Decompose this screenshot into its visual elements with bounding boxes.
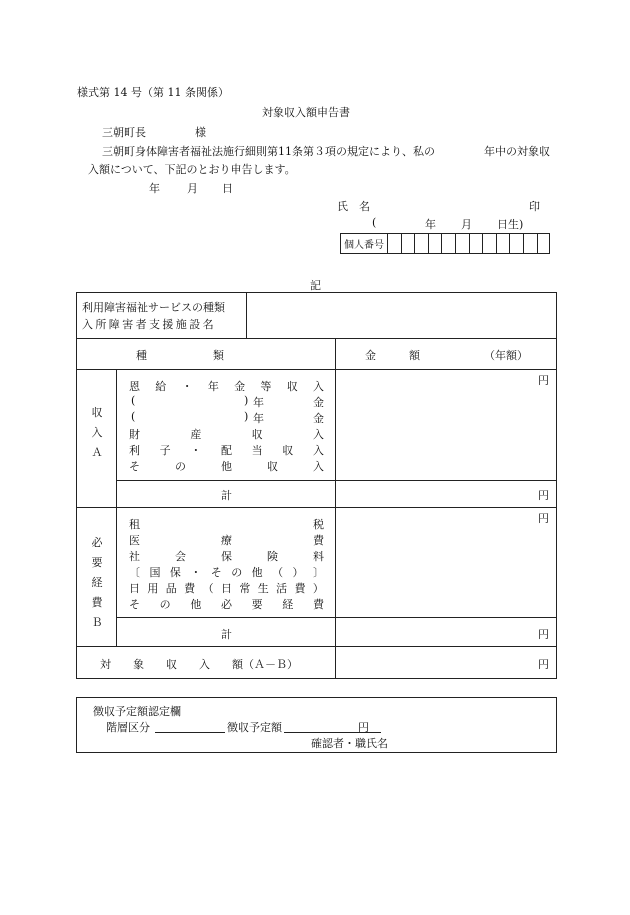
birth-day: 日生) (497, 218, 524, 231)
amount-header: 金 額 (365, 349, 420, 362)
expense-item-insurance: 社 会 保 険 料 (129, 550, 324, 563)
confirmer-label: 確認者・職氏名 (311, 737, 388, 750)
income-item-property: 財 産 収 入 (129, 428, 324, 441)
expense-subtotal-input[interactable] (340, 621, 530, 643)
digit-box[interactable] (429, 234, 443, 253)
tier-input[interactable] (155, 719, 225, 733)
income-item-other-pension-1[interactable]: ( ) 年 金 (131, 394, 324, 409)
expense-yen: 円 (538, 512, 549, 525)
digit-box[interactable] (538, 234, 549, 253)
expense-amount-input[interactable] (340, 510, 530, 614)
date-year: 年 (149, 182, 160, 195)
expense-subtotal-yen: 円 (538, 628, 549, 641)
income-item-pension: 恩 給 ・ 年 金 等 収 入 (129, 380, 324, 393)
income-amount-input[interactable] (340, 372, 530, 476)
body-line-2: 入額について、下記のとおり申告します。 (88, 163, 296, 176)
digit-box[interactable] (442, 234, 456, 253)
digit-box[interactable] (483, 234, 497, 253)
birth-month: 月 (461, 218, 472, 231)
date-day: 日 (222, 182, 233, 195)
body-year-text: 年中の対象収 (484, 145, 550, 158)
expense-item-daily-goods: 日 用 品 費 （ 日 常 生 活 費 ） (129, 582, 324, 595)
collection-yen: 円 (358, 721, 369, 734)
date-month: 月 (187, 182, 198, 195)
tier-label: 階層区分 (106, 721, 150, 734)
digit-box[interactable] (402, 234, 416, 253)
digit-box[interactable] (470, 234, 484, 253)
birth-year: 年 (425, 218, 436, 231)
income-subtotal-label: 計 (221, 489, 232, 502)
target-income-label: 対 象 収 入 額（Ａ－Ｂ） (100, 658, 298, 671)
facility-name-label: 入所障害者支援施設名 (82, 318, 216, 331)
digit-box[interactable] (524, 234, 538, 253)
annual-header: （年額） (484, 349, 528, 362)
ki-mark: 記 (310, 279, 321, 292)
income-item-other-pension-2[interactable]: ( ) 年 金 (131, 410, 324, 425)
expense-item-tax: 租 税 (129, 518, 324, 531)
target-income-input[interactable] (340, 650, 530, 675)
honorific: 様 (195, 126, 206, 139)
individual-number-field[interactable] (340, 233, 550, 254)
document-title: 対象収入額申告書 (262, 106, 350, 119)
collection-label: 徴収予定額 (227, 721, 282, 734)
income-item-other: そ の 他 収 入 (129, 460, 324, 473)
service-type-input[interactable] (250, 296, 552, 334)
digit-box[interactable] (510, 234, 524, 253)
digit-box[interactable] (388, 234, 402, 253)
expense-item-medical: 医 療 費 (129, 534, 324, 547)
seal-mark: 印 (529, 200, 540, 213)
income-subtotal-input[interactable] (340, 484, 530, 504)
income-item-interest: 利 子 ・ 配 当 収 入 (129, 444, 324, 457)
digit-box[interactable] (456, 234, 470, 253)
name-label: 氏 名 (337, 200, 370, 213)
income-yen: 円 (538, 374, 549, 387)
addressee: 三朝町長 (102, 126, 146, 139)
individual-number-label: 個人番号 (341, 234, 388, 253)
expense-item-national-insurance: 〔 国 保 ・ そ の 他 （ ） 〕 (129, 566, 324, 579)
form-number: 様式第 14 号（第 11 条関係） (77, 86, 229, 99)
type-header: 種 類 (136, 349, 224, 362)
body-line-1: 三朝町身体障害者福祉法施行細則第11条第３項の規定により、私の (102, 145, 435, 158)
expense-subtotal-label: 計 (221, 628, 232, 641)
assessment-title: 徴収予定額認定欄 (93, 705, 181, 718)
expense-item-other: そ の 他 必 要 経 費 (129, 598, 324, 611)
birth-open: ( (372, 216, 377, 229)
digit-box[interactable] (415, 234, 429, 253)
digit-box[interactable] (497, 234, 511, 253)
income-subtotal-yen: 円 (538, 489, 549, 502)
service-type-label: 利用障害福祉サービスの種類 (82, 301, 225, 314)
expense-b-label: 必 要 経 費 Ｂ (91, 536, 103, 629)
target-income-yen: 円 (538, 658, 549, 671)
income-a-label: 収 入 Ａ (91, 406, 103, 459)
